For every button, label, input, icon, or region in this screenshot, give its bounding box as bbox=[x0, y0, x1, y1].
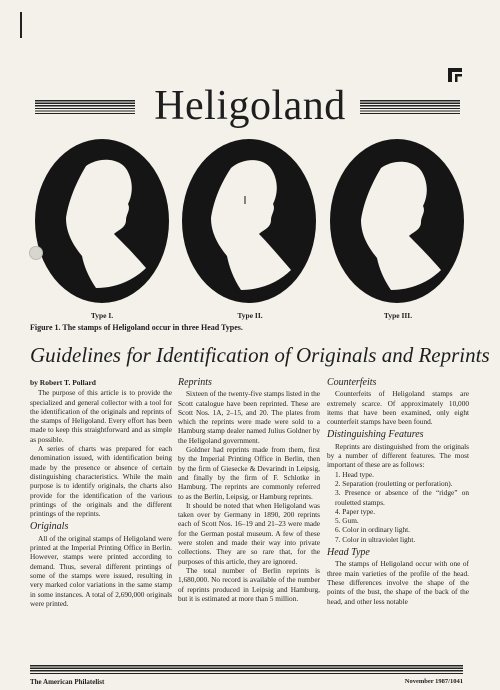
section-heading-originals: Originals bbox=[30, 521, 69, 533]
list-item: 7. Color in ultraviolet light. bbox=[335, 534, 416, 544]
paragraph: It should be noted that when Heligoland was taken over by Germany in 1890, 200 reprints each of Scott Nos. 16–19 and 21–23 were made for the German postal museum. A few of these were stolen and made their way into private collections. They are so rare that, for the purposes of this article, they are ignored. bbox=[178, 500, 320, 566]
head-type-1-icon bbox=[34, 138, 170, 304]
paragraph: All of the original stamps of Heligoland were printed at the Imperial Printing Office in Berlin. However, stamps were printed according to demand. Thus, several different printings of some of the stamps were issued, resulting in very marked color variations in the same stamp in some instances. A total of 2,690,000 originals were printed. bbox=[30, 533, 172, 608]
footer-page-number: November 1987/1041 bbox=[404, 678, 463, 685]
byline: by Robert T. Pollard bbox=[30, 378, 96, 387]
list-item: 1. Head type. bbox=[335, 469, 374, 479]
title-rule-right bbox=[360, 100, 460, 114]
section-heading-distinguishing-features: Distinguishing Features bbox=[327, 429, 424, 441]
corner-mark-icon bbox=[448, 68, 462, 82]
head-type-3-icon bbox=[329, 138, 465, 304]
list-item: 2. Separation (rouletting or perforation). bbox=[335, 478, 453, 488]
section-heading-counterfeits: Counterfeits bbox=[327, 377, 377, 388]
head-type-2-label: Type II. bbox=[237, 311, 263, 320]
section-heading-reprints: Reprints bbox=[178, 377, 212, 388]
head-type-3-label: Type III. bbox=[383, 311, 413, 320]
column-2 bbox=[178, 378, 320, 603]
page-title: Heligoland bbox=[154, 83, 346, 129]
list-item: 4. Paper type. bbox=[335, 506, 376, 516]
column-3 bbox=[327, 378, 469, 606]
column-1 bbox=[30, 378, 172, 608]
list-item: 5. Gum. bbox=[335, 516, 359, 526]
paragraph: A series of charts was prepared for each denomination issued, with identification being made by the presence or absence of certain distinguishing characteristics. While the main purpose is to identify originals, the charts also provide for the identification of the various printings of the originals and the different printings of the reprints. bbox=[30, 444, 172, 519]
paragraph: Counterfeits of Heligoland stamps are extremely scarce. Of approximately 10,000 items that have been examined, only eight counterfeit stamps have been found. bbox=[327, 389, 469, 427]
paragraph: The purpose of this article is to provide the specialized and general collector with a tool for the identification of the originals and reprints of the stamps of Heligoland. Every effort has been made to keep this straightforward and as simple as possible. bbox=[30, 388, 172, 444]
section-heading-head-type: Head Type bbox=[327, 547, 370, 559]
margin-rule bbox=[20, 12, 22, 38]
head-type-2-icon bbox=[181, 138, 317, 304]
feature-list bbox=[327, 470, 469, 544]
paragraph: Goldner had reprints made from them, first by the Imperial Printing Office in Berlin, then by the firm of Giesecke & Devarindt in Leipsig, and finally by the firm of F. Schlotke in Hamburg. The reprints are commonly referred to as the Berlin, Leipsig, or Hamburg reprints. bbox=[178, 445, 320, 501]
list-item: 3. Presence or absence of the “ridge” on rouletted stamps. bbox=[335, 488, 469, 507]
paragraph: Reprints are distinguished from the originals by a number of different features. The most important of these are as follows: bbox=[327, 441, 469, 470]
footer-publication: The American Philatelist bbox=[30, 678, 105, 686]
footer-rule bbox=[30, 665, 463, 675]
article-subtitle: Guidelines for Identification of Originals and Reprints bbox=[30, 343, 490, 367]
paragraph: The stamps of Heligoland occur with one of three main varieties of the profile of the head. These differences involve the shape of the points of the bust, the shape of the back of the head, and other less notable bbox=[327, 559, 469, 606]
figure-caption: Figure 1. The stamps of Heligoland occur in three Head Types. bbox=[30, 323, 243, 332]
list-item: 6. Color in ordinary light. bbox=[335, 525, 410, 535]
paragraph: Sixteen of the twenty-five stamps listed in the Scott catalogue have been reprinted. These are Scott Nos. 1A, 2–15, and 20. The plates from which the reprints were made were sold to a Hamburg stamp dealer named Julius Goldner by the Heligoland government. bbox=[178, 389, 320, 445]
head-type-1-label: Type I. bbox=[90, 311, 114, 320]
punch-hole bbox=[29, 246, 43, 260]
paragraph: The total number of Berlin reprints is 1,680,000. No record is available of the number of reprints produced in Leipsig and Hamburg, but it is estimated at more than 5 million. bbox=[178, 565, 320, 603]
title-rule-left bbox=[35, 100, 135, 114]
